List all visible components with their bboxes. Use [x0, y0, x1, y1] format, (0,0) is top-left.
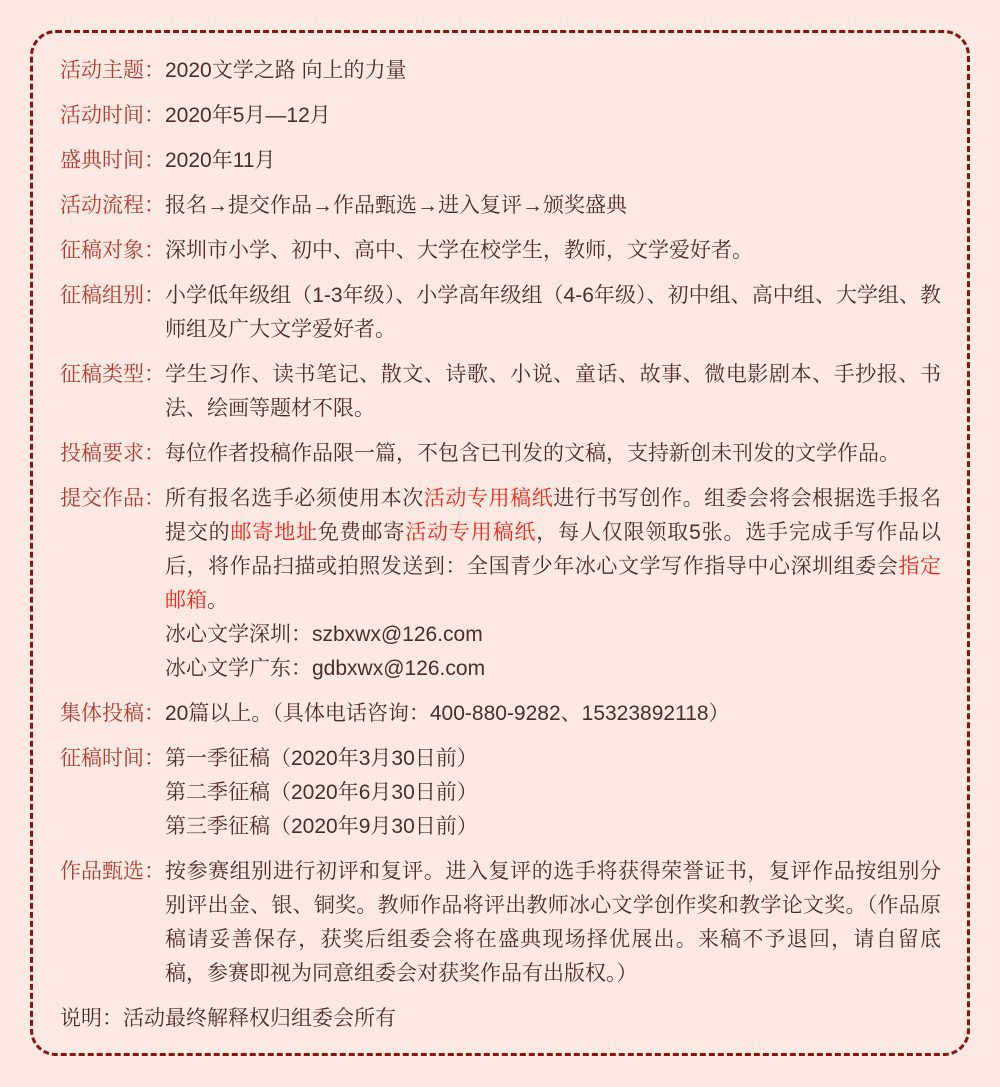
- row-requirements: [60, 437, 941, 471]
- schedule-value: [165, 742, 941, 844]
- types-label: 征稿类型：: [60, 363, 165, 386]
- activity-theme-label: 活动主题：: [60, 59, 165, 82]
- email-guangdong: 冰心文学广东：gdbxwx@126.com: [165, 657, 486, 680]
- row-types: [60, 358, 941, 426]
- group-submission-value: 20篇以上。（具体电话咨询：400-880-9282、15323892118）: [165, 702, 730, 725]
- row-activity-theme: [60, 54, 941, 88]
- process-value: 报名→提交作品→作品甄选→进入复评→颁奖盛典: [165, 194, 627, 217]
- selection-value: 按参赛组别进行初评和复评。进入复评的选手将获得荣誉证书，复评作品按组别分别评出金、银、铜奖。教师作品将评出教师冰心文学创作奖和教学论文奖。（作品原稿请妥善保存，获奖后组委会将在盛典现场择优展出。来稿不予退回，请自留底稿，参赛即视为同意组委会对获奖作品有出版权。）: [165, 860, 941, 985]
- row-selection: [60, 855, 941, 991]
- email-shenzhen: 冰心文学深圳：szbxwx@126.com: [165, 623, 483, 646]
- submission-text-5: 。: [207, 589, 228, 612]
- schedule-season-2: 第二季征稿（2020年6月30日前）: [165, 781, 478, 804]
- requirements-value: 每位作者投稿作品限一篇，不包含已刊发的文稿，支持新创未刊发的文学作品。: [165, 442, 900, 465]
- activity-theme-value: 2020文学之路 向上的力量: [165, 59, 407, 82]
- submission-text-3: 免费邮寄: [317, 521, 406, 544]
- row-submission: [60, 482, 941, 686]
- groups-label: 征稿组别：: [60, 284, 165, 307]
- submission-text-2: 进行书写创作。组委会将会根据选手报名提交的: [165, 487, 942, 544]
- row-group-submission: [60, 697, 941, 731]
- submission-text-4: ，每人仅限领取5张。选手完成手写作品以后，将作品扫描或拍照发送到：全国青少年冰心文学写作指导中心深圳组委会: [165, 521, 942, 578]
- selection-label: 作品甄选：: [60, 860, 165, 883]
- row-audience: [60, 234, 941, 268]
- submission-highlight-designated-mailbox: 指定邮箱: [165, 555, 942, 612]
- gala-time-value: 2020年11月: [165, 149, 276, 172]
- submission-highlight-special-paper-1: 活动专用稿纸: [423, 487, 554, 510]
- notice-card: [30, 30, 970, 1056]
- schedule-season-1: 第一季征稿（2020年3月30日前）: [165, 747, 478, 770]
- row-groups: [60, 279, 941, 347]
- requirements-label: 投稿要求：: [60, 442, 165, 465]
- activity-time-label: 活动时间：: [60, 104, 165, 127]
- schedule-season-3: 第三季征稿（2020年9月30日前）: [165, 815, 478, 838]
- row-process: [60, 189, 941, 223]
- submission-highlight-mailing-address: 邮寄地址: [230, 521, 318, 544]
- row-activity-time: [60, 99, 941, 133]
- submission-value: [165, 482, 941, 686]
- submission-highlight-special-paper-2: 活动专用稿纸: [405, 521, 537, 544]
- audience-label: 征稿对象：: [60, 239, 165, 262]
- submission-text-1: 所有报名选手必须使用本次: [165, 487, 424, 510]
- row-note: [60, 1002, 941, 1036]
- row-schedule: [60, 742, 941, 844]
- group-submission-label: 集体投稿：: [60, 702, 165, 725]
- schedule-label: 征稿时间：: [60, 747, 165, 770]
- row-gala-time: [60, 144, 941, 178]
- gala-time-label: 盛典时间：: [60, 149, 165, 172]
- audience-value: 深圳市小学、初中、高中、大学在校学生，教师，文学爱好者。: [165, 239, 753, 262]
- note-value: 活动最终解释权归组委会所有: [123, 1007, 396, 1030]
- types-value: 学生习作、读书笔记、散文、诗歌、小说、童话、故事、微电影剧本、手抄报、书法、绘画等题材不限。: [165, 363, 941, 420]
- process-label: 活动流程：: [60, 194, 165, 217]
- activity-time-value: 2020年5月—12月: [165, 104, 331, 127]
- submission-label: 提交作品：: [60, 487, 165, 510]
- note-label: 说明：: [60, 1007, 123, 1030]
- groups-value: 小学低年级组（1-3年级）、小学高年级组（4-6年级）、初中组、高中组、大学组、教师组及广大文学爱好者。: [165, 284, 941, 341]
